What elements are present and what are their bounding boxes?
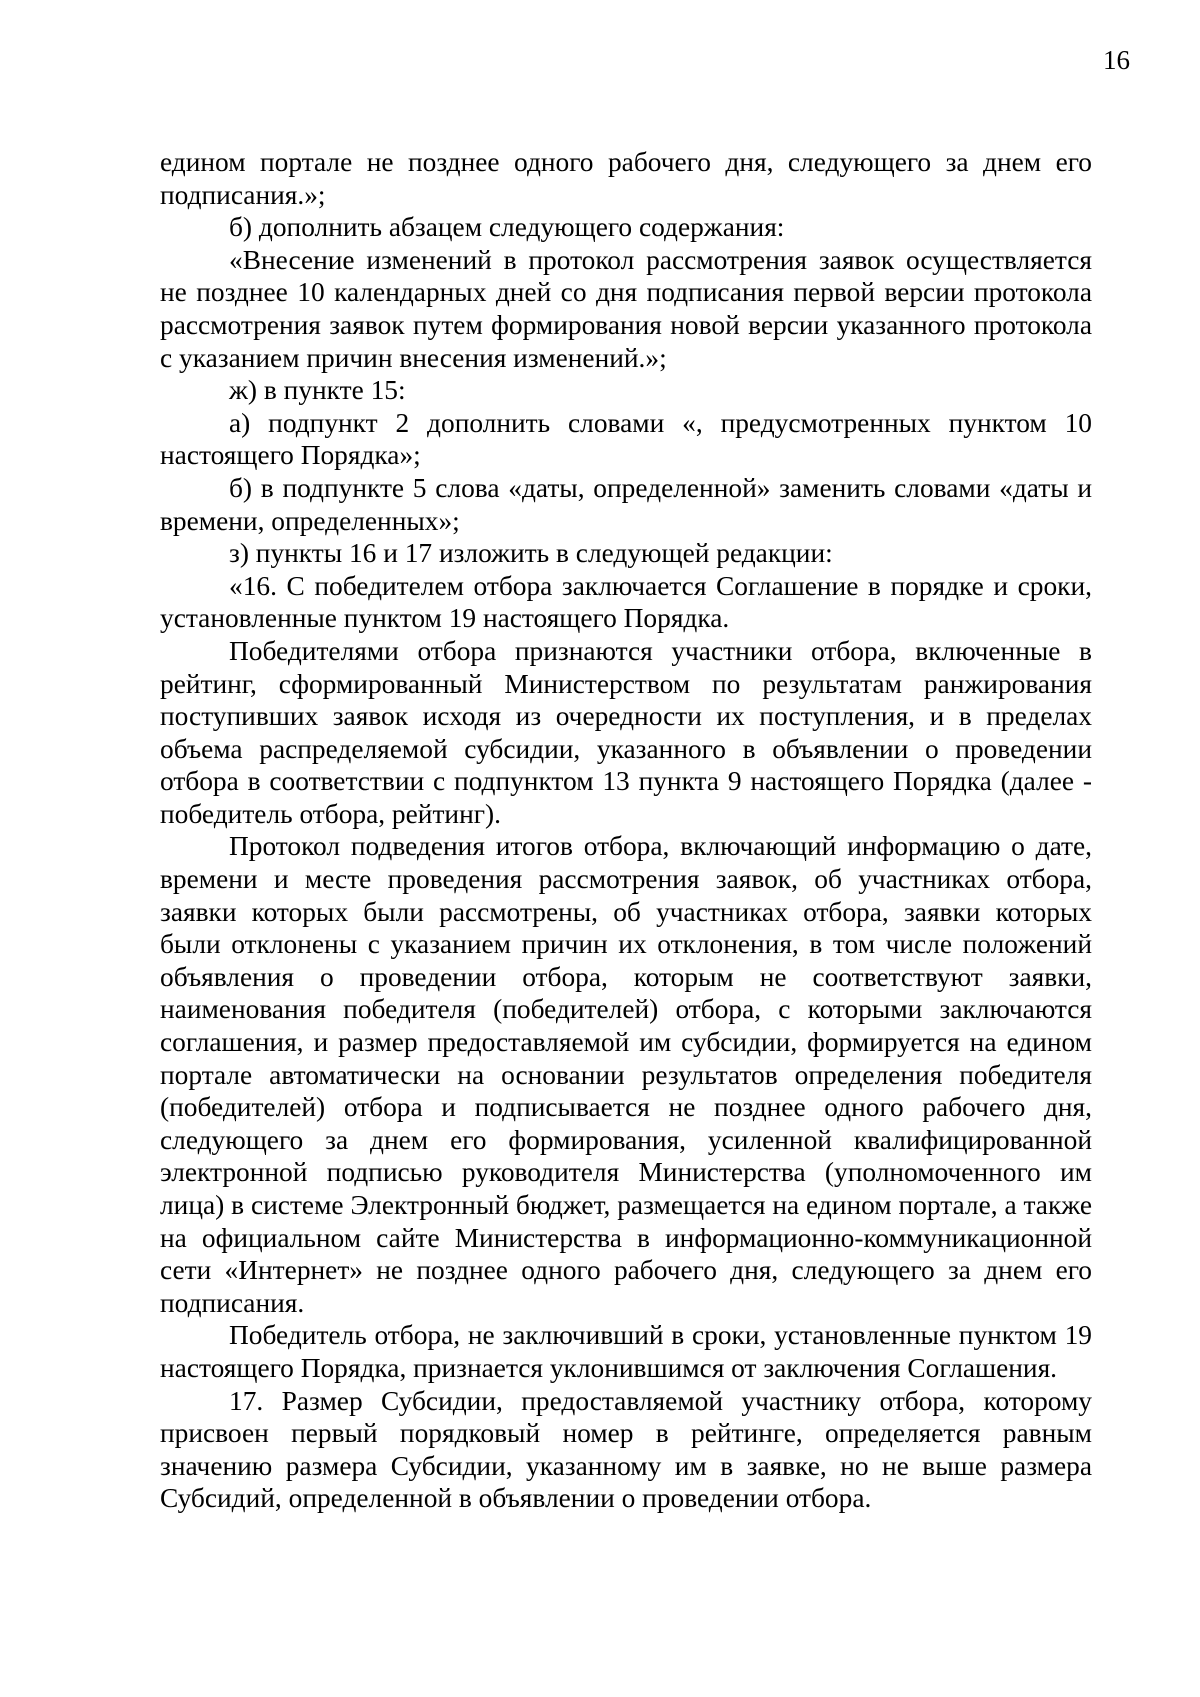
paragraph-subitem-b: б) в подпункте 5 слова «даты, определенной» заменить словами «даты и времени, определенных»; (160, 472, 1092, 536)
document-body (160, 146, 1092, 1515)
paragraph-item-16: «16. С победителем отбора заключается Соглашение в порядке и сроки, установленные пунктом 19 настоящего Порядка. (160, 570, 1092, 634)
paragraph-winners: Победителями отбора признаются участники отбора, включенные в рейтинг, сформированный Министерством по результатам ранжирования поступивших заявок исходя из очередности их поступления, и в пределах объема распределяемой субсидии, указанного в объявлении о проведении отбора в соответствии с подпунктом 13 пункта 9 настоящего Порядка (далее - победитель отбора, рейтинг). (160, 635, 1092, 829)
paragraph-item-17: 17. Размер Субсидии, предоставляемой участнику отбора, которому присвоен первый порядковый номер в рейтинге, определяется равным значению размера Субсидии, указанному им в заявке, но не выше размера Субсидий, определенной в объявлении о проведении отбора. (160, 1385, 1092, 1514)
paragraph-amendment-b: б) дополнить абзацем следующего содержания: (229, 212, 785, 243)
paragraph-protocol-changes: «Внесение изменений в протокол рассмотрения заявок осуществляется не позднее 10 календарных дней со дня подписания первой версии протокола рассмотрения заявок путем формирования новой версии указанного протокола с указанием причин внесения изменений.»; (160, 244, 1092, 373)
page-number: 16 (1103, 45, 1130, 75)
paragraph-continuation: едином портале не позднее одного рабочего дня, следующего за днем его подписания.»; (160, 147, 1092, 210)
paragraph-amendment-z: з) пункты 16 и 17 изложить в следующей редакции: (229, 538, 833, 569)
paragraph-amendment-zh: ж) в пункте 15: (229, 375, 406, 406)
paragraph-evasion: Победитель отбора, не заключивший в сроки, установленные пунктом 19 настоящего Порядка, признается уклонившимся от заключения Соглашения. (160, 1320, 1092, 1383)
paragraph-results-protocol: Протокол подведения итогов отбора, включающий информацию о дате, времени и месте проведения рассмотрения заявок, об участниках отбора, заявки которых были рассмотрены, об участниках отбора, заявки которых были отклонены с указанием причин их отклонения, в том числе положений объявления о проведении отбора, которым не соответствуют заявки, наименования победителя (победителей) отбора, с которыми заключаются соглашения, и размер предоставляемой им субсидии, формируется на едином портале автоматически на основании результатов определения победителя (победителей) отбора и подписывается не позднее одного рабочего дня, следующего за днем его формирования, усиленной квалифицированной электронной подписью руководителя Министерства (уполномоченного им лица) в системе Электронный бюджет, размещается на едином портале, а также на официальном сайте Министерства в информационно-коммуникационной сети «Интернет» не позднее одного рабочего дня, следующего за днем его подписания. (160, 831, 1092, 1318)
paragraph-subitem-a: а) подпункт 2 дополнить словами «, предусмотренных пунктом 10 настоящего Порядка»; (160, 407, 1092, 471)
